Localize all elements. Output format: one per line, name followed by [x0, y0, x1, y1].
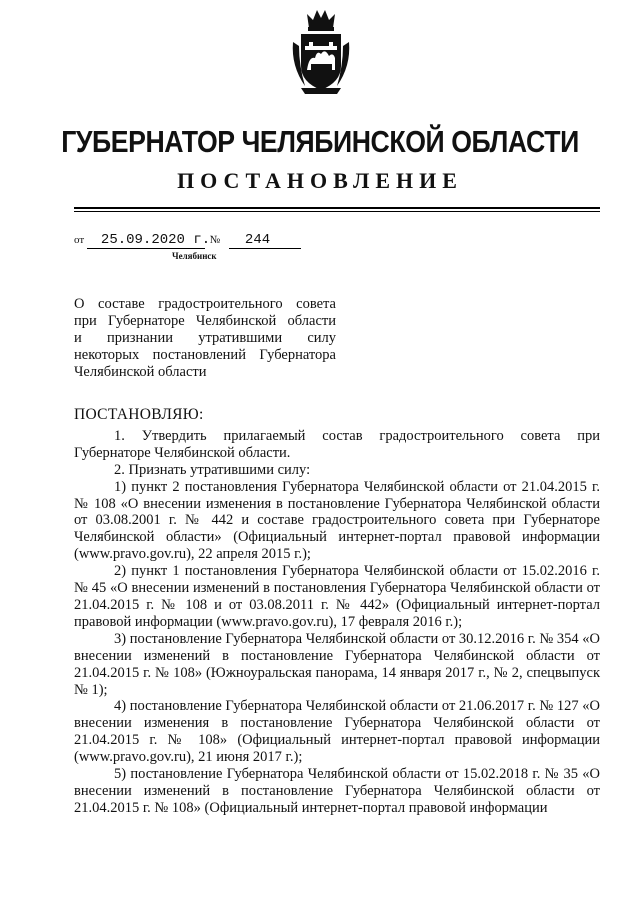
header-divider-thin	[74, 211, 600, 212]
date-number-line	[74, 233, 301, 249]
date-value: 25.09.2020 г.	[87, 233, 205, 249]
header-divider-thick	[74, 207, 600, 209]
subject-line: и признании утратившими силу	[74, 330, 336, 346]
body-paragraph: 1. Утвердить прилагаемый состав градостроительного совета при Губернаторе Челябинской области.	[74, 427, 600, 461]
resolution-heading: ПОСТАНОВЛЯЮ:	[74, 406, 204, 423]
issuer-title: ГУБЕРНАТОР ЧЕЛЯБИНСКОЙ ОБЛАСТИ	[61, 124, 579, 159]
body-paragraph: 3) постановление Губернатора Челябинской области от 30.12.2016 г. № 354 «О внесении изменений в постановление Губернатора Челябинской области от 21.04.2015 г. № 108» (Южноуральская панорама, 14 января 2017 г., № 2, спецвыпуск № 1);	[74, 630, 600, 698]
body-paragraph: 2) пункт 1 постановления Губернатора Челябинской области от 15.02.2016 г. № 45 «О внесении изменений в постановления Губернатора Челябинской области от 21.04.2015 г. № 108 и от 03.08.2011 г. № 442» (Официальный интернет-портал правовой информации (www.pravo.gov.ru), 17 февраля 2016 г.);	[74, 563, 600, 630]
coat-of-arms-emblem	[291, 6, 351, 96]
subject-line: Челябинской области	[74, 364, 207, 380]
subject-block	[74, 296, 336, 381]
number-label: №	[209, 234, 221, 246]
subject-line: некоторых постановлений Губернатора	[74, 347, 336, 363]
city-label: Челябинск	[172, 251, 217, 261]
document-type: ПОСТАНОВЛЕНИЕ	[177, 168, 463, 193]
body-paragraph: 2. Признать утратившими силу:	[114, 461, 311, 478]
document-body	[74, 407, 600, 817]
subject-line: при Губернаторе Челябинской области	[74, 313, 336, 329]
subject-line: О составе градостроительного совета	[74, 296, 336, 312]
body-paragraph: 4) постановление Губернатора Челябинской области от 21.06.2017 г. № 127 «О внесении изменения в постановление Губернатора Челябинской области от 21.04.2015 г. № 108» (Официальный интернет-портал правовой информации (www.pravo.gov.ru), 21 июня 2017 г.);	[74, 698, 600, 766]
from-label: от	[74, 234, 85, 246]
number-value: 244	[229, 233, 301, 249]
body-paragraph: 5) постановление Губернатора Челябинской области от 15.02.2018 г. № 35 «О внесении изменений в постановление Губернатора Челябинской области от 21.04.2015 г. № 108» (Официальный интернет-портал правовой информации	[74, 766, 600, 816]
body-paragraph: 1) пункт 2 постановления Губернатора Челябинской области от 21.04.2015 г. № 108 «О внесении изменения в постановление Губернатора Челябинской области от 03.08.2001 г. № 442 и составе градостроительного совета при Губернаторе Челябинской области» (Официальный интернет-портал правовой информации (www.pravo.gov.ru), 22 апреля 2015 г.);	[74, 478, 600, 563]
